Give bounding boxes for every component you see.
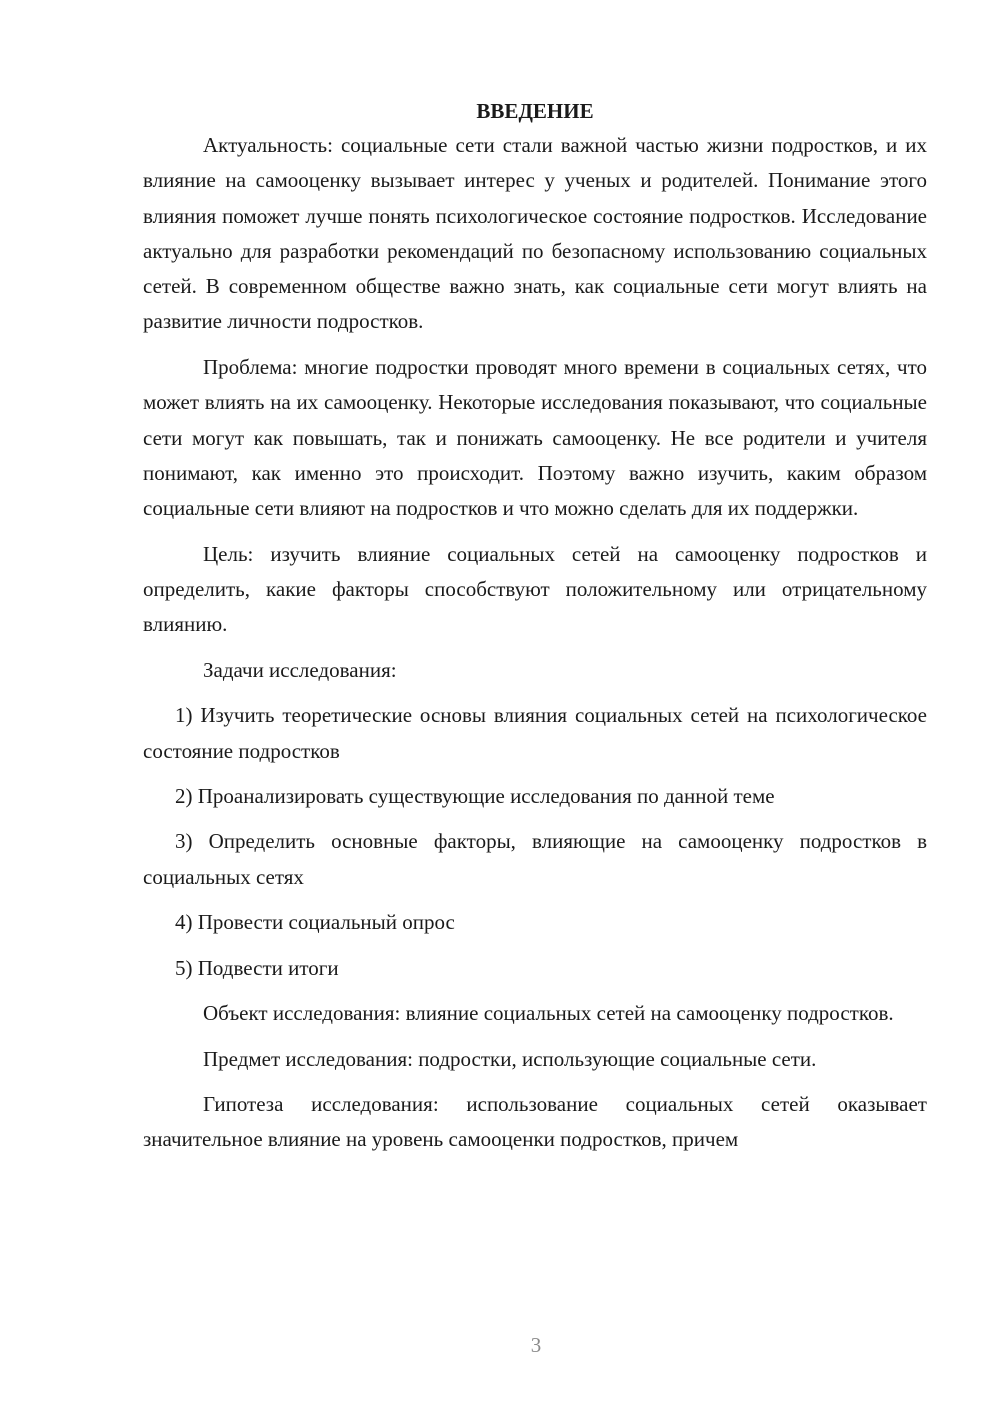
task-item: 5) Подвести итоги bbox=[175, 955, 339, 980]
object-paragraph: Объект исследования: влияние социальных сетей на самооценку подростков. bbox=[203, 1001, 894, 1026]
hypothesis-paragraph: Гипотеза исследования: использование социальных сетей оказывает значительное влияние на уровень самооценки подростков, причем bbox=[143, 1092, 927, 1152]
tasks-heading: Задачи исследования: bbox=[203, 657, 397, 682]
relevance-paragraph: Актуальность: социальные сети стали важной частью жизни подростков, и их влияние на самооценку вызывает интерес у ученых и родителей. Понимание этого влияния поможет лучше понять психологическое состояние подростков. Исследование актуально для разработки рекомендаций по безопасному использованию социальных сетей. В современном обществе важно знать, как социальные сети могут влиять на развитие личности подростков. bbox=[143, 133, 927, 334]
document-page bbox=[143, 96, 927, 1168]
goal-paragraph: Цель: изучить влияние социальных сетей на самооценку подростков и определить, какие факторы способствуют положительному или отрицательному влиянию. bbox=[143, 541, 927, 637]
subject-paragraph: Предмет исследования: подростки, использующие социальные сети. bbox=[203, 1046, 817, 1071]
task-item: 2) Проанализировать существующие исследования по данной теме bbox=[175, 783, 775, 808]
task-item: 1) Изучить теоретические основы влияния социальных сетей на психологическое состояние подростков bbox=[143, 703, 927, 763]
section-heading: ВВЕДЕНИЕ bbox=[476, 99, 594, 123]
task-item: 3) Определить основные факторы, влияющие на самооценку подростков в социальных сетях bbox=[143, 829, 927, 889]
page-number: 3 bbox=[530, 1333, 542, 1357]
task-item: 4) Провести социальный опрос bbox=[175, 910, 455, 935]
problem-paragraph: Проблема: многие подростки проводят много времени в социальных сетях, что может влиять на их самооценку. Некоторые исследования показывают, что социальные сети могут как повышать, так и понижать самооценку. Не все родители и учителя понимают, как именно это происходит. Поэтому важно изучить, каким образом социальные сети влияют на подростков и что можно сделать для их поддержки. bbox=[143, 354, 927, 521]
